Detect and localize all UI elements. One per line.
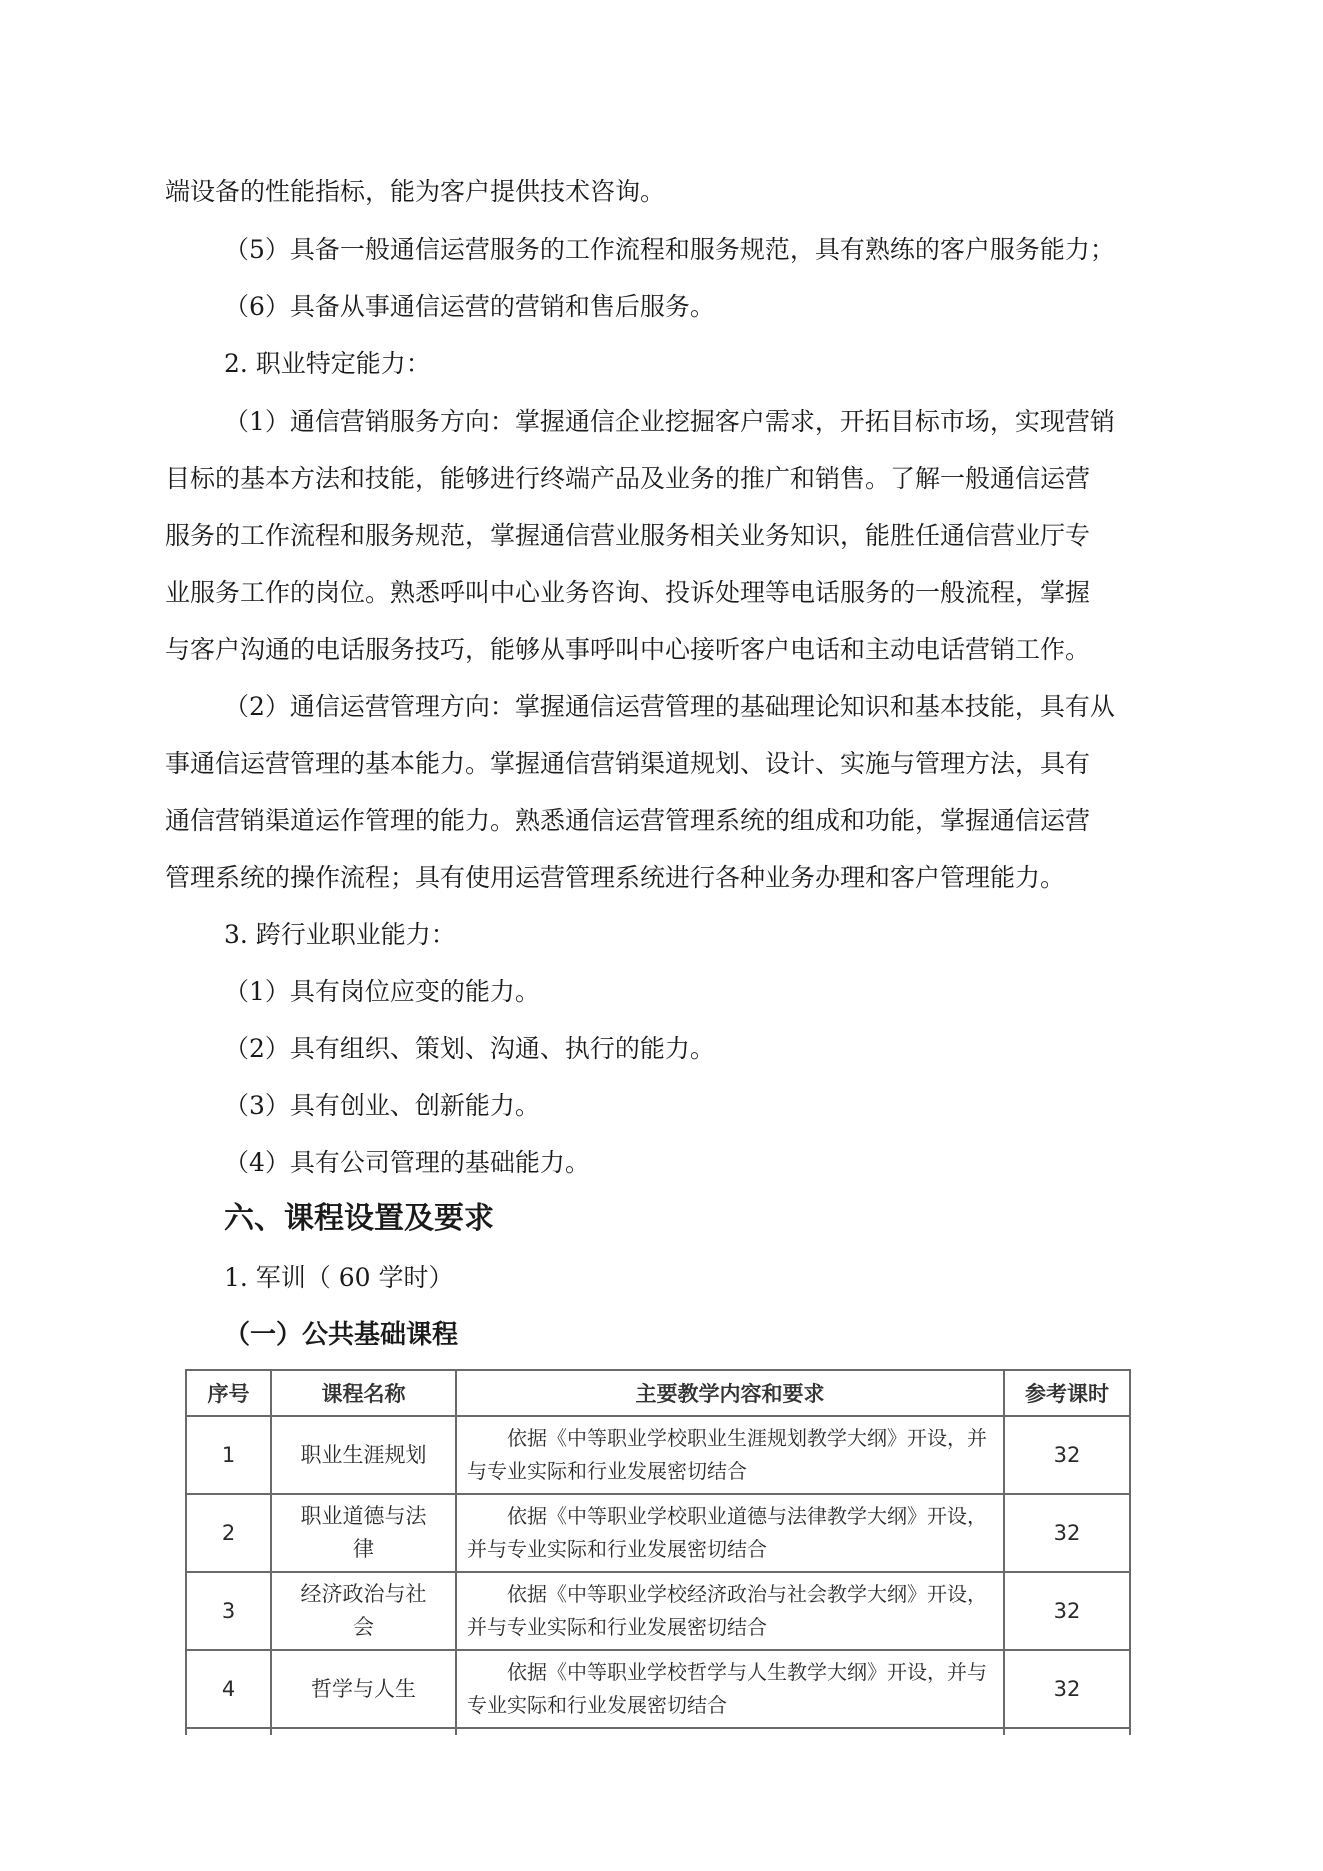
row-number: 2 <box>186 1494 271 1572</box>
body-line-14: 3. 跨行业职业能力： <box>224 920 456 949</box>
body-line-5: （1）通信营销服务方向：掌握通信企业挖掘客户需求，开拓目标市场，实现营销 <box>224 407 1115 436</box>
row-course-name: 经济政治与社会 <box>271 1572 456 1650</box>
row-content-text: 依据《中等职业学校哲学与人生教学大纲》开设，并与专业实际和行业发展密切结合 <box>467 1660 987 1717</box>
course-table <box>185 1369 1131 1735</box>
body-line-12: 通信营销渠道运作管理的能力。熟悉通信运营管理系统的组成和功能，掌握通信运营 <box>165 806 1091 835</box>
body-line-16: （2）具有组织、策划、沟通、执行的能力。 <box>224 1034 715 1063</box>
row-content <box>456 1494 1004 1572</box>
row-content <box>456 1416 1004 1494</box>
row-course-name: 哲学与人生 <box>271 1650 456 1728</box>
row-content <box>456 1572 1004 1650</box>
table-row <box>186 1650 1130 1728</box>
body-line-10: （2）通信运营管理方向：掌握通信运营管理的基础理论知识和基本技能，具有从 <box>224 692 1115 721</box>
row-number: 4 <box>186 1650 271 1728</box>
row-number: 3 <box>186 1572 271 1650</box>
body-line-8: 业服务工作的岗位。熟悉呼叫中心业务咨询、投诉处理等电话服务的一般流程，掌握 <box>165 578 1091 607</box>
row-content-text: 依据《中等职业学校经济政治与社会教学大纲》开设，并与专业实际和行业发展密切结合 <box>467 1582 987 1639</box>
row-hours: 32 <box>1004 1650 1130 1728</box>
body-line-1: 端设备的性能指标，能为客户提供技术咨询。 <box>165 177 666 206</box>
body-line-15: （1）具有岗位应变的能力。 <box>224 977 540 1006</box>
row-course-name: 职业道德与法律 <box>271 1494 456 1572</box>
header-content: 主要教学内容和要求 <box>456 1370 1004 1416</box>
body-line-17: （3）具有创业、创新能力。 <box>224 1091 540 1120</box>
table-row <box>186 1494 1130 1572</box>
row-hours: 32 <box>1004 1416 1130 1494</box>
body-line-7: 服务的工作流程和服务规范，掌握通信营业服务相关业务知识，能胜任通信营业厅专 <box>165 521 1091 550</box>
row-number: 1 <box>186 1416 271 1494</box>
table-row <box>186 1572 1130 1650</box>
body-line-9: 与客户沟通的电话服务技巧，能够从事呼叫中心接听客户电话和主动电话营销工作。 <box>165 635 1091 664</box>
row-content <box>456 1650 1004 1728</box>
body-line-3: （6）具备从事通信运营的营销和售后服务。 <box>224 292 715 321</box>
body-line-13: 管理系统的操作流程；具有使用运营管理系统进行各种业务办理和客户管理能力。 <box>165 863 1066 892</box>
row-hours: 32 <box>1004 1494 1130 1572</box>
table-row <box>186 1416 1130 1494</box>
row-content-text: 依据《中等职业学校职业道德与法律教学大纲》开设，并与专业实际和行业发展密切结合 <box>467 1504 987 1561</box>
body-line-2: （5）具备一般通信运营服务的工作流程和服务规范，具有熟练的客户服务能力； <box>224 235 1115 264</box>
row-content-text: 依据《中等职业学校职业生涯规划教学大纲》开设，并与专业实际和行业发展密切结合 <box>467 1426 987 1483</box>
cut-cell <box>186 1728 271 1735</box>
row-course-name: 职业生涯规划 <box>271 1416 456 1494</box>
body-line-6: 目标的基本方法和技能，能够进行终端产品及业务的推广和销售。了解一般通信运营 <box>165 464 1091 493</box>
section-heading: 六、课程设置及要求 <box>224 1201 494 1236</box>
body-line-18: （4）具有公司管理的基础能力。 <box>224 1148 590 1177</box>
body-line-11: 事通信运营管理的基本能力。掌握通信营销渠道规划、设计、实施与管理方法，具有 <box>165 749 1091 778</box>
header-hours: 参考课时 <box>1004 1370 1130 1416</box>
military-training-line: 1. 军训（ 60 学时） <box>224 1263 454 1292</box>
header-course-name: 课程名称 <box>271 1370 456 1416</box>
cut-cell <box>1004 1728 1130 1735</box>
table-row-cut-off <box>186 1728 1130 1735</box>
cut-cell <box>456 1728 1004 1735</box>
body-line-4: 2. 职业特定能力： <box>224 349 431 378</box>
header-number: 序号 <box>186 1370 271 1416</box>
table-header-row <box>186 1370 1130 1416</box>
row-hours: 32 <box>1004 1572 1130 1650</box>
subsection-heading: （一）公共基础课程 <box>224 1320 459 1350</box>
cut-cell <box>271 1728 456 1735</box>
